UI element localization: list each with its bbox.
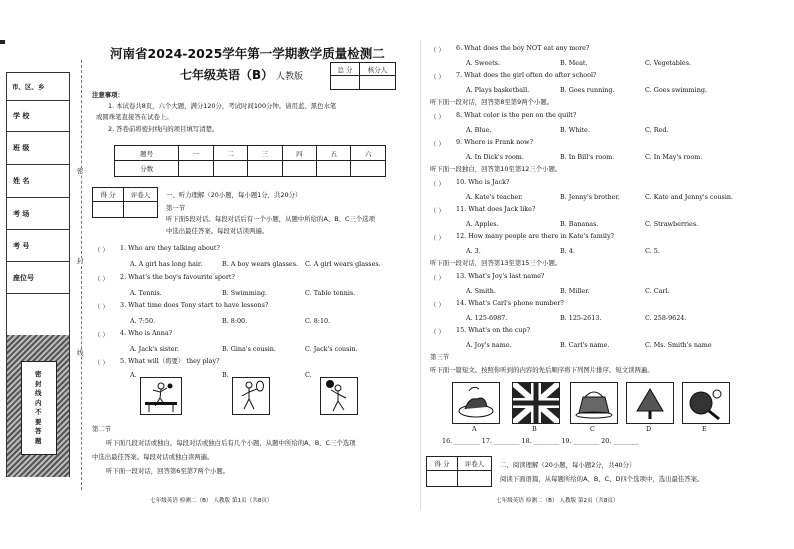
checker-label: 核分人 [360,63,396,76]
instruction-text: 听下面一段对话，回答第8至第9两个小题。 [430,98,554,106]
picture-c [570,382,618,424]
option-c: C. Carl. [645,287,670,295]
grader-cell[interactable] [124,202,158,218]
tennis-icon [233,378,269,414]
question-text: 14. What's Carl's phone number? [456,299,564,307]
basketball-icon [321,378,357,414]
answer-blanks[interactable]: 16. ________ 17. ________ 18. ________ 19. ________ 20. ________ [442,437,639,445]
question-text: 13. What's Joy's last name? [456,272,545,280]
option-c: C. Table tennis. [305,289,356,297]
seal-mark: 线 [77,349,84,357]
part2-heading: 二、阅读理解（20小题，每小题2分，共40分） [500,461,636,469]
grader-cell[interactable] [458,471,492,487]
score-cell[interactable] [317,161,351,177]
corner-mark [0,40,5,44]
instruction-text: 听下面一段对话，回答第6至第7两个小题。 [106,467,230,475]
instruction-text: 听下面几段对话或独白。每段对话或独白后有几个小题，从题中所给的A、B、C三个选项 [106,439,356,447]
score-cell[interactable] [248,161,282,177]
answer-blank[interactable]: （ ） [94,303,109,311]
tree-icon [627,383,673,423]
option-c: C. 5. [645,247,660,255]
page-footer: 七年级英语 检测二（B） 人教版 第1页（共8页） [150,498,273,504]
table-tennis-picture [140,377,182,415]
seal-mark: 封 [77,257,84,265]
exam-title: 河南省2024-2025学年第一学期教学质量检测二 [110,46,385,61]
cake-icon [571,383,617,423]
picture-label: E [702,425,707,433]
picture-e [682,382,730,424]
option-a: A. A girl has long hair. [130,260,203,268]
option-a: A. Blue. [466,126,492,134]
option-c: C. A girl wears glasses. [305,260,381,268]
picture-a [452,382,500,424]
score-row-label: 分数 [115,161,179,177]
question-text: 15. What's on the cup? [456,326,531,334]
question-text: 2. What's the boy's favourite sport? [120,273,235,281]
note-item: 或圆珠笔直接答在试卷上。 [96,113,173,121]
option-a: A. 125-6987. [466,314,508,322]
uk-flag-icon [513,383,559,423]
binding-field: 姓 名 [7,164,69,198]
score-header-cell: 三 [248,146,282,161]
hatch-note-box [21,361,57,455]
binding-field: 座位号 [7,261,69,294]
answer-blank[interactable]: （ ） [94,246,109,254]
ping-pong-icon [683,383,729,423]
answer-blank[interactable]: （ ） [94,331,109,339]
seal-line [81,60,82,490]
question-text: 3. What time does Tony start to have lessons? [120,301,269,309]
total-score-box [330,62,396,90]
option-a: A. Apples. [466,220,499,228]
page-footer: 七年级英语 检测二（B） 人教版 第2页（共8页） [496,498,619,504]
score-header-cell: 二 [213,146,247,161]
binding-field: 考 场 [7,197,69,230]
question-text: 8. What color is the pen on the quilt? [456,111,577,119]
answer-blank[interactable]: （ ） [430,180,445,188]
option-b: B. Meat. [560,59,588,67]
option-a: A. 3. [466,247,481,255]
section-label: 第一节 [166,204,186,212]
grader-box [426,456,492,487]
score-header-cell: 题号 [115,146,179,161]
instruction-text: 听下面一篇短文。按照你听到的内容的先后顺序将下列图片排序。短文读两遍。 [430,366,654,374]
option-b: B. Jenny's brother. [560,193,620,201]
option-a: A. In Dick's room. [466,153,524,161]
score-header-cell: 一 [179,146,213,161]
option-a: A. Smith. [466,287,496,295]
instruction-text: 听下面5段对话。每段对话后有一个小题，从题中所给的A、B、C三个选项 [166,215,376,223]
score-table [114,145,386,177]
picture-label: D [646,425,652,433]
score-header-cell: 六 [351,146,386,161]
total-label: 总 分 [331,63,360,76]
option-c: C. 8:10. [305,317,331,325]
option-b: B. 4. [560,247,575,255]
question-text: 7. What does the girl often do after school? [456,71,597,79]
tennis-picture [232,377,270,415]
option-a: A. [130,371,137,379]
subject-title: 七年级英语（B） [180,68,274,82]
answer-blank[interactable]: （ ） [430,301,445,309]
option-b: B. Carl's name. [560,341,610,349]
answer-blank[interactable]: （ ） [430,140,445,148]
option-c: C. In May's room. [645,153,703,161]
score-cell[interactable] [179,161,213,177]
edition-label: 人教版 [276,72,304,82]
seal-mark: 密 [77,167,84,175]
option-b: B. White. [560,126,590,134]
option-b: B. Bananas. [560,220,599,228]
hatch-note: 密封线内不要答题 [35,370,42,445]
option-c: C. Jack's cousin. [305,345,358,353]
binding-field: 学 校 [7,100,69,132]
option-b: B. Miller. [560,287,590,295]
answer-blank[interactable]: （ ） [430,328,445,336]
picture-d [626,382,674,424]
score-cell[interactable] [213,161,247,177]
option-b: B. Gina's cousin. [222,345,276,353]
option-c: C. Kate and Jenny's cousin. [645,193,734,201]
note-item: 1. 本试卷共8页，六个大题，满分120分，考试时间100分钟。请用蓝、黑色水笔 [108,102,337,110]
option-a: A. Plays basketball. [466,86,530,94]
instruction-text: 听下面一段对话，回答第13至第15三个小题。 [430,259,562,267]
option-b: B. A boy wears glasses. [222,260,299,268]
question-text: 11. What does Jack like? [456,205,536,213]
answer-blank[interactable]: （ ） [94,275,109,283]
total-cell[interactable] [331,76,360,90]
score-cell[interactable] [282,161,316,177]
question-text: 10. Who is Jack? [456,178,510,186]
grader-score-label: 得 分 [427,457,458,471]
option-c: C. Strawberries. [645,220,699,228]
picture-label: A [472,425,477,433]
answer-blank[interactable]: （ ） [430,73,445,81]
instruction-text: 阅读下面语篇，从每题所给的A、B、C、D四个选项中，选出最佳答案。 [500,475,704,483]
option-b: B. [222,371,229,379]
food-icon [453,383,499,423]
instruction-text: 听下面一段独白，回答第10至第12三个小题。 [430,165,562,173]
section-label: 第三节 [430,353,450,361]
option-c: C. Ms. Smith's name [645,341,712,349]
part1-heading: 一、听力理解（20小题，每小题1分，共20分） [166,191,302,199]
option-b: B. Goes running. [560,86,615,94]
grader-score-cell[interactable] [427,471,458,487]
option-a: A. Sweets. [466,59,500,67]
binding-field: 市、区、乡 [7,73,69,101]
option-b: B. In Bill's room. [560,153,615,161]
answer-blank[interactable]: （ ） [430,207,445,215]
answer-blank[interactable]: （ ） [430,113,445,121]
question-text: 12. How many people are there in Kate's family? [456,232,614,240]
notes-heading: 注意事项： [92,91,124,99]
score-header-cell: 四 [282,146,316,161]
question-text: 6. What does the boy NOT eat any more? [456,44,590,52]
grader-label: 评卷人 [124,188,158,202]
question-text: 1. Who are they talking about? [120,244,220,252]
option-c: C. 258-9624. [645,314,687,322]
page-divider [420,40,421,510]
answer-blank[interactable]: （ ） [430,46,445,54]
option-a: A. Jack's sister. [130,345,179,353]
score-cell[interactable] [351,161,386,177]
picture-label: B [532,425,537,433]
section-label: 第二节 [92,425,112,433]
grader-label: 评卷人 [458,457,492,471]
answer-blank[interactable]: （ ） [430,234,445,242]
answer-blank[interactable]: （ ） [94,359,109,367]
note-item: 2. 答卷前将密封线内的项目填写清楚。 [108,125,219,133]
question-text: 4. Who is Anna? [120,329,173,337]
answer-blank[interactable]: （ ） [430,274,445,282]
option-c: C. Vegetables. [645,59,692,67]
binding-field: 考 号 [7,229,69,262]
instruction-text: 中选出最佳答案。每段对话或独白读两遍。 [92,453,214,461]
question-text: 5. What will（将要） they play? [120,357,220,365]
binding-strip [6,72,70,477]
score-header-cell: 五 [317,146,351,161]
checker-cell[interactable] [360,76,396,90]
question-text: 9. Where is Frank now? [456,138,533,146]
grader-box [92,187,158,218]
basketball-picture [320,377,358,415]
option-b: B. Swimming. [222,289,268,297]
grader-score-cell[interactable] [93,202,124,218]
picture-label: C [590,425,595,433]
option-a: A. Tennis. [130,289,162,297]
option-c: C. Red. [645,126,669,134]
option-a: A. Joy's name. [466,341,512,349]
option-c: C. Goes swimming. [645,86,707,94]
option-b: B. 125-2613. [560,314,602,322]
instruction-text: 中选出最佳答案。每段对话读两遍。 [166,227,269,235]
option-c: C. [305,371,312,379]
table-tennis-icon [141,378,181,414]
option-a: A. Kate's teacher. [466,193,523,201]
option-b: B. 8:00. [222,317,248,325]
grader-score-label: 得 分 [93,188,124,202]
picture-b [512,382,560,424]
binding-field: 班 级 [7,131,69,165]
option-a: A. 7:50. [130,317,156,325]
